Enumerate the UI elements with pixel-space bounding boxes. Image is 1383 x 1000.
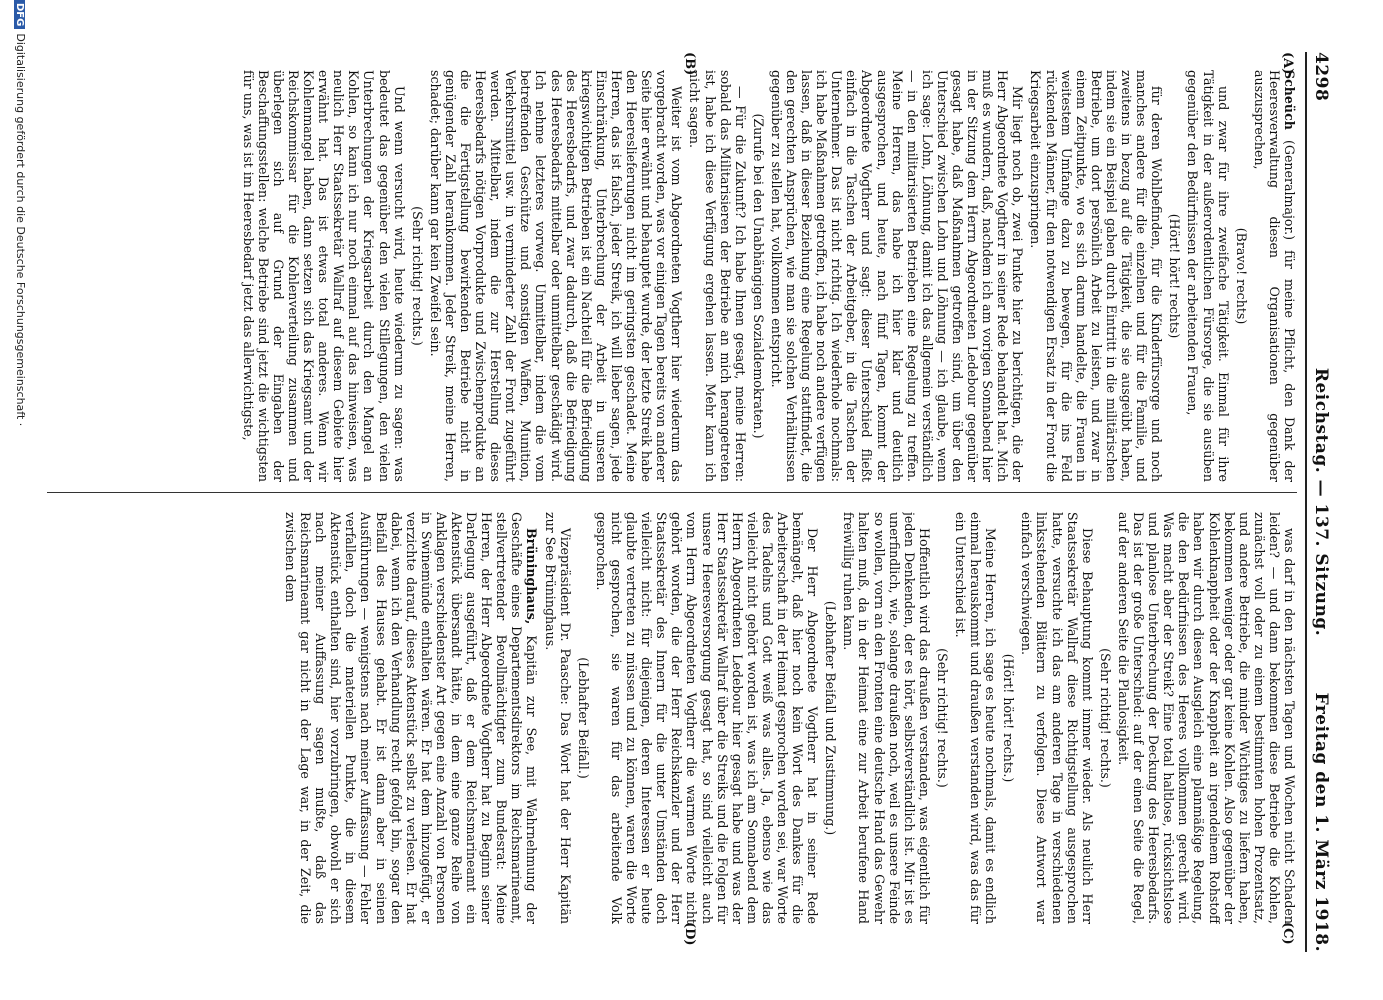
interjection: (Lebhafter Beifall.): [575, 657, 591, 779]
interjection: (Zurufe bei den Unabhängigen Sozialdemokraten.): [750, 113, 766, 439]
interjection: (Sehr richtig! rechts.): [409, 206, 425, 346]
paragraph: Hoffentlich wird das draußen verstanden, was eigentlich für jeden Denkenden, der es hört, selbstverständlich ist. Mir ist es unerfindlich, wie, solange draußen noch, weil es unsere Feinde so wollen, vorn an den Fronten eine deutsche Hand das Gewehr halten muß, da in der Heimat eine zur Arbeit berufene Hand freiwillig ruhen kann.: [841, 512, 932, 924]
dfg-logo: DFG: [14, 0, 25, 29]
paragraph: und zwar für ihre zweifache Tätigkeit. Einmal für ihre Tätigkeit in der außerordentlichen Fürsorge, die sie ausüben gegenüber den Bedürfnissen der arbeitenden Frauen,: [1185, 70, 1231, 482]
column-divider: [47, 492, 1297, 493]
right-column: [47, 512, 1297, 924]
paragraph: Und wenn versucht wird, heute wiederum zu sagen: was bedeutet das gegenüber den vielen Stillegungen, den vielen Unterbrechungen der Kriegsarbeit durch den Mangel an Kohlen, so kann ich nur noch einmal auf das hinweisen, was neulich Herr Staatssekretär Wallraf auf diesem Gebiete hier erwähnt hat. Das ist etwas total anderes. Wenn wir Kohlenmangel haben, dann setzen sich das Kriegsamt und der Reichskommissar für die Kohlenverteilung zusammen und überlegen sich auf Grund der Eingaben der Beschaffungsstellen: welche Betriebe sind jetzt die wichtigsten für uns, was ist im Heeresbedarf jetzt das allerwichtigste,: [240, 70, 407, 482]
speaker-name: Brüninghaus,: [524, 528, 540, 625]
paragraph: Meine Herren, ich sage es heute nochmals, damit es endlich einmal herauskommt und draußen verstanden wird, was das für ein Unterschied ist.: [953, 512, 999, 924]
margin-marker-d: (D): [682, 922, 697, 946]
speaker-role: (Generalmajor.): [1282, 129, 1297, 241]
margin-marker-b: (B): [682, 52, 697, 76]
paragraph: Diese Behauptung kommt immer wieder. Als neulich Herr Staatssekretär Wallraf diese Richtigstellung ausgesprochen hatte, versuchte ich das am anderen Tage in verschiedenen linksstehenden Blättern zu verfolgen. Diese Antwort war einfach verschwiegen.: [1019, 512, 1095, 924]
interjection: (Sehr richtig! rechts.): [934, 648, 950, 788]
speaker-name: Scheüch: [1282, 70, 1297, 130]
session-title: Reichstag. — 137. Sitzung.: [1311, 367, 1331, 637]
page-header: [1305, 52, 1335, 952]
footer-text: Digitalisierung gefördert durch die Deutsche Forschungsgemeinschaft ·: [14, 33, 27, 427]
paragraph: Weiter ist vom Abgeordneten Vogtherr hier wiederum das vorgebracht worden, was vor einigen Tagen bereits von anderer Seite hier erwähnt und behauptet wurde, der letzte Streik habe den Heereslieferungen nicht im geringsten geschadet. Meine Herren, das ist falsch, jeder Streik, ich will lieber sagen, jede Einschränkung, Unterbrechung der Arbeit in unseren kriegswichtigen Betrieben ist ein Nachteil für die Befriedigung des Heeresbedarfs, und zwar dadurch, daß die Befriedigung des Heeresbedarfs mittelbar oder unmittelbar geschädigt wird. Ich nehme letzteres vorweg. Unmittelbar, indem die vom betreffenden Geschütze und sonstigen Waffen, Munition, Verkehrsmittel usw. in verminderter Zahl der Front zugeführt werden. Mittelbar, indem die zur Herstellung dieses Heeresbedarfs nötigen Vorprodukte und Zwischenprodukte an die die Fertigstellung bewirkenden Betriebe nicht in genügender Zahl herankommen. Jeder Streik, meine Herren, schadet; darüber kann gar kein Zweifel sein.: [427, 70, 685, 482]
margin-marker-a: (A): [1280, 52, 1295, 75]
speaker-paragraph: [1252, 70, 1297, 482]
interjection: (Sehr richtig! rechts.): [1097, 648, 1113, 788]
left-column: [47, 70, 1297, 482]
speaker-paragraph: [283, 512, 540, 924]
interjection: (Hört! hört! rechts.): [1001, 653, 1017, 783]
paragraph: Mir liegt noch ob, zwei Punkte hier zu berichtigen, die der Herr Abgeordnete Vogtherr in seiner Rede behandelt hat. Mich muß es wundern, daß, nachdem ich am vorigen Sonnabend hier in der Sitzung dem Herrn Abgeordneten Ledebour gegenüber gesagt habe, daß Maßnahmen getroffen sind, um über den Unterschied zwischen Lohn und Löhnung — ich glaube, wenn ich sage: Lohn, Löhnung, damit ich das allgemein verständlich — in den militarisierten Betrieben eine Regelung zu treffen. Meine Herren, das habe ich hier klar und deutlich ausgesprochen, und heute, nach fünf Tagen, kommt der Abgeordnete Vogtherr und sagt: dieser Unterschied fließt einfach in die Taschen der Arbeitgeber, in die Taschen der Unternehmer. Das ist nicht richtig. Ich wiederhole nochmals: ich habe Maßnahmen getroffen, ich habe noch andere verfügen lassen, daß in dieser Beziehung eine Regelung stattfindet, die den gerechten Ansprüchen, wie man sie solchen Verhältnissen gegenüber zu stellen hat, vollkommen entspricht.: [768, 70, 1026, 482]
vice-president-intro: Vizepräsident Dr. Paasche: Das Wort hat der Herr Kapitän zur See Brüninghaus.: [542, 512, 573, 924]
paragraph: Der Herr Abgeordnete Vogtherr hat in seiner Rede bemängelt, daß hier noch kein Wort des Dankes für die Arbeiterschaft in der Heimat gesprochen worden sei, war Worte des Tadelns und Gott weiß was alles. Ja, ebenso wie das vielleicht nicht gehört worden ist, was ich am Sonnabend dem Herrn Abgeordneten Ledebour hier gesagt habe und was der Herr Staatssekretär Wallraf über die Streiks und die Folgen für unsere Heeresversorgung gesagt hat, so sind vielleicht auch vom Herrn Abgeordneten Vogtherr die warmen Worte nicht gehört worden, die der Herr Reichskanzler und der Herr Staatssekretär des Innern für die unter Umständen doch vielleicht nicht: für diejenigen, deren Interessen er heute glaubte vertreten zu müssen und zu können, waren die Worte nicht gesprochen, sie waren für das arbeitende Volk gesprochen.: [593, 512, 821, 924]
interjection: (Hört! hört! rechts): [1167, 213, 1183, 339]
paragraph: für deren Wohlbefinden, für die Kinderfürsorge und noch manches andere für die einzelnen und für die Familie, und zweitens in bezug auf die Tätigkeit, die sie ausgeübt haben, indem sie ein Beispiel gaben durch Eintritt in die militärischen Betriebe, um dort persönlich Arbeit zu leisten, und zwar in einem Zeitpunkte, wo es sich darum handelte, die Frauen in weitestem Umfange dazu zu bewegen, für die ins Feld rückenden Männer, für den notwendigen Ersatz in der Front die Kriegsarbeit einzuspringen.: [1028, 70, 1165, 482]
interjection: (Lebhafter Beifall und Zustimmung.): [823, 600, 839, 836]
speaker-text: für meine Pflicht, den Dank der Heeresverwaltung diesen Organisationen gegenüber auszusprechen,: [1251, 70, 1297, 482]
interjection: (Bravo! rechts): [1233, 227, 1249, 325]
margin-marker-c: (C): [1280, 922, 1295, 945]
footer: [14, 0, 27, 1000]
session-date: Freitag den 1. März 1918.: [1311, 692, 1331, 952]
speaker-text: Kapitän zur See, mit Wahrnehmung der Geschäfte eines Departementsdirektors im Reichsmarineamt, stellvertretender Bevollmächtigter zum Bundesrat: Meine Herren, der Herr Abgeordnete Vogtherr hat zu Beginn seiner Darlegung ausgeführt, daß er dem Reichsmarineamt ein Aktenstück übersandt hätte, in dem eine ganze Reihe von Anklagen verschiedenster Art gegen eine Anzahl von Personen in Swinemünde enthalten wären. Er hat dem hinzugefügt, er verzichte darauf, dieses Aktenstück selbst zu verlesen. Er hat dabei, wenn ich den Verhandlung recht gefolgt bin, sogar den Beifall des Hauses gehabt. Er ist dann aber in seinen Ausführungen — wenigstens nach meiner Auffassung — Fehler verfallen, doch die materiellen Punkte, die in diesem Aktenstück enthalten sind, hier vorzubringen, obwohl er sich nach meiner Auffassung sagen mußte, daß das Reichsmarineamt gar nicht in der Lage war, in der Zeit, die zwischen dem: [283, 512, 540, 924]
paragraph: — Für die Zukunft? Ich habe Ihnen gesagt, meine Herren: sobald das Militarisieren der Betriebe an mich herangetreten ist, habe ich diese Verfügung ergehen lassen. Mehr kann ich nicht sagen.: [687, 70, 748, 482]
page-number: 4298: [1311, 52, 1331, 102]
paragraph: was darf in den nächsten Tagen und Wochen nicht Schaden leiden? — und dann bekommen diese Betriebe die Kohlen, zunächst voll oder zu einem bestimmten hohen Prozentsatz, und andere Betriebe, die minder Wichtiges zu liefern haben, bekommen weniger oder gar keine Kohlen. Also gegenüber der Kohlenknappheit oder der Knappheit an irgendeinem Rohstoff haben wir durch diesen Ausgleich eine planmäßige Regelung, die den Bedürfnissen des Heeres vollkommen gerecht wird. Was macht aber der Streik? Eine total haltlose, rücksichtslose und planlose Unterbrechung der Deckung des Heeresbedarfs. Das ist der große Unterschied: auf der einen Seite die Regel, auf der anderen Seite die Planlosigkeit.: [1115, 512, 1297, 924]
